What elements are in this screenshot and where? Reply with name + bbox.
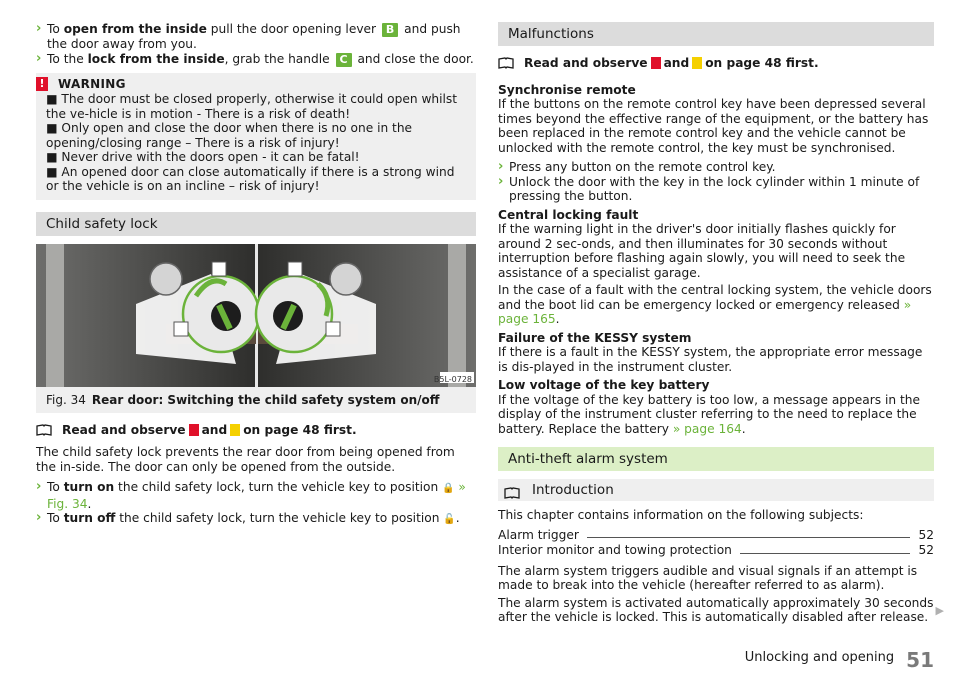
step-lock-inside: › To the lock from the inside, grab the handle C and close the door. (36, 50, 474, 66)
chevron-right-icon: › (36, 50, 42, 66)
intro-title: Introduction (532, 482, 614, 498)
heading-kessy: Failure of the KESSY system (498, 330, 692, 345)
page-number: 51 (906, 647, 934, 672)
sync-body: If the buttons on the remote control key have been depressed several times beyond the effective range of the equipment, or the battery has been replaced in the remote control key and the vehicle cannot be unlocked with the remote control, the key must be synchronised. (498, 97, 929, 155)
intro-bar (498, 479, 934, 501)
book-icon (498, 57, 514, 69)
book-icon (504, 484, 520, 496)
central-locking-body-2: In the case of a fault with the central locking system, the vehicle doors and the boot lid can be emergency locked or emergency released » page 165. (498, 283, 932, 326)
figure-image (36, 244, 476, 387)
chevron-right-icon: › (36, 510, 42, 525)
continue-arrow-icon: ▶ (935, 604, 944, 617)
footer-chapter: Unlocking and opening (744, 649, 895, 665)
step-turn-off: › To turn off the child safety lock, turn the vehicle key to position 🔓. (36, 510, 460, 525)
heading-battery: Low voltage of the key battery (498, 378, 710, 392)
alarm-body-1: The alarm system triggers audible and visual signals if an attempt is made to break into the vehicle (hereafter referred to as alarm). (498, 563, 918, 592)
warning-bullet: ■ The door must be closed properly, otherwise it could open whilst the ve-hicle is in motion - There is a risk of death! (46, 92, 458, 121)
warning-title: WARNING (58, 76, 126, 91)
heading-central-locking: Central locking fault (498, 207, 639, 222)
warning-bullet: ■ Never drive with the doors open - it can be fatal! (46, 150, 360, 164)
sync-step-1: › Press any button on the remote control key. (498, 159, 776, 174)
step-open-inside: › To open from the inside pull the door opening lever B and push the door away from you. (36, 21, 461, 51)
door-illustration (36, 244, 476, 387)
warning-box (36, 73, 476, 200)
kessy-body: If there is a fault in the KESSY system, the appropriate error message is dis-played in the instrument cluster. (498, 345, 923, 374)
note-yellow-icon (230, 424, 240, 436)
toc-row[interactable]: Interior monitor and towing protection 52 (498, 543, 934, 557)
page-link-165[interactable]: » page 165 (498, 297, 912, 326)
figure-code: B5L-0728 (433, 374, 472, 384)
book-icon (36, 424, 52, 436)
warning-red-icon (189, 424, 199, 436)
section-title-malfunctions: Malfunctions (498, 22, 934, 46)
chevron-right-icon: › (36, 21, 42, 36)
chevron-right-icon: › (498, 159, 504, 174)
step-turn-on: › To turn on the child safety lock, turn the vehicle key to position 🔒 » Fig. 34. (36, 479, 466, 511)
chevron-right-icon: › (36, 479, 42, 494)
chevron-right-icon: › (498, 173, 504, 189)
right-column (498, 22, 934, 628)
key-label-c: C (336, 53, 352, 67)
page-footer (744, 647, 934, 672)
key-label-b: B (382, 23, 398, 37)
warning-bullet: ■ Only open and close the door when there is no one in the opening/closing range – There is a risk of injury! (46, 121, 413, 150)
left-column (36, 22, 476, 528)
warning-icon: ! (36, 77, 48, 91)
read-and-observe: Read and observe and on page 48 first. (498, 56, 934, 71)
figure-title: Rear door: Switching the child safety system on/off (91, 392, 440, 407)
section-title-child-safety: Child safety lock (36, 212, 476, 236)
section-title-alarm: Anti-theft alarm system (498, 447, 934, 471)
lock-closed-icon: 🔒 (442, 483, 455, 494)
warning-bullet: ■ An opened door can close automatically if there is a strong wind or the vehicle is on an incline – risk of injury! (46, 164, 455, 193)
read-and-observe: Read and observe and on page 48 first. (36, 423, 476, 438)
figure-caption (36, 387, 476, 413)
sync-step-2: › Unlock the door with the key in the lock cylinder within 1 minute of pressing the button. (498, 173, 920, 203)
battery-body: If the voltage of the key battery is too low, a message appears in the display of the instrument cluster referring to the need to replace the battery. Replace the battery » page 164. (498, 392, 920, 436)
lock-open-icon: 🔓 (443, 514, 456, 525)
intro-body: This chapter contains information on the following subjects: (498, 508, 864, 522)
figure-label: Fig. 34 (46, 392, 86, 407)
child-lock-body: The child safety lock prevents the rear door from being opened from the in-side. The door can only be opened from the outside. (36, 445, 455, 474)
heading-sync: Synchronise remote (498, 82, 636, 97)
warning-red-icon (651, 57, 661, 69)
page-link-164[interactable]: » page 164 (672, 421, 742, 436)
note-yellow-icon (692, 57, 702, 69)
toc-row[interactable]: Alarm trigger 52 (498, 527, 934, 542)
central-locking-body-1: If the warning light in the driver's door initially flashes quickly for around 2 sec-onds, and then illuminates for 30 seconds without interruption before flashing again slowly, you will need to seek the assistance of a specialist garage. (498, 222, 906, 280)
alarm-body-2: The alarm system is activated automatically approximately 30 seconds after the vehicle is locked. This is automatically disabled after release. (498, 595, 934, 624)
figure-link[interactable]: » Fig. 34 (47, 480, 466, 511)
